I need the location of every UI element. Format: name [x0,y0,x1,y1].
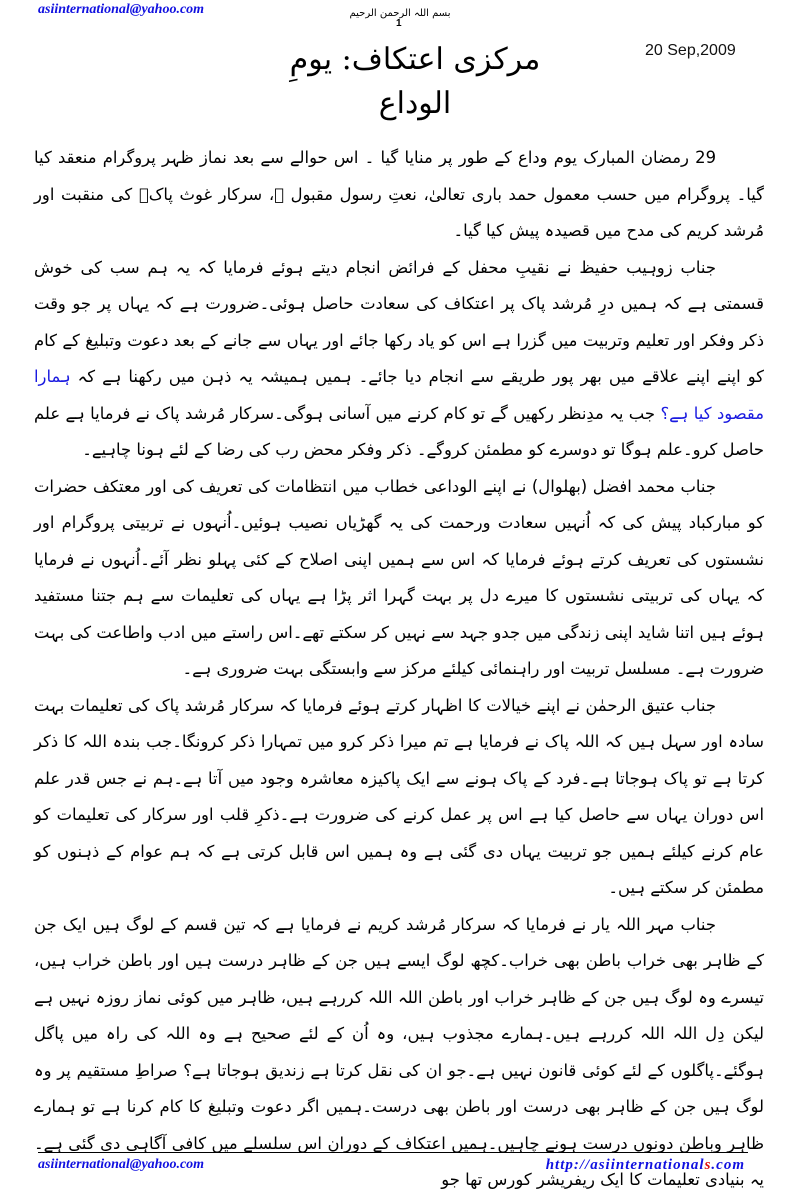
paragraph-3: جناب محمد افضل (بھلوال) نے اپنے الوداعی خطاب میں انتظامات کی تعریف کی اور معتکف حضرات کو مبارکباد پیش کی کہ اُنہیں سعادت ورحمت کی یہ گھڑیاں نصیب ہوئیں۔اُنہوں نے تربیتی پروگرام اور نشستوں کی تعریف کرتے ہوئے فرمایا کہ اس سے ہمیں اپنی اصلاح کے کئی پہلو نظر آئے۔اُنہوں نے فرمایا کہ یہاں کی تربیتی نشستوں کا میرے دل پر بہت گہرا اثر پڑا ہے یہاں کی تعلیمات سے ہم جتنا مستفید ہوئے ہیں اتنا شاید اپنی زندگی میں جدو جہد سے نہیں کر سکتے تھے۔اس راستے میں ادب واطاعت کی بہت ضرورت ہے۔ مسلسل تربیت اور راہنمائی کیلئے مرکز سے وابستگی بہت ضروری ہے۔ [34,476,764,678]
page-number: 1 [396,18,402,29]
paragraph-2-continued: جب یہ مدِنظر رکھیں گے تو کام کرنے میں آسانی ہوگی۔سرکار مُرشد پاک نے فرمایا ہے علم حاصل کرو۔علم ہوگا تو دوسرے کو مطمئن کروگے۔ ذکر وفکر محض رب کی رضا کے لئے ہونا چاہیے۔ [34,403,764,459]
paragraph-2 [34,250,764,469]
paragraph-1: 29 رمضان المبارک یوم وداع کے طور پر منایا گیا ۔ اس حوالے سے بعد نماز ظہر پروگرام منعقد کیا گیا۔ پروگرام میں حسب معمول حمد باری تعالیٰ، نعتِ رسول مقبول ﷺ، سرکار غوث پاکؓ کی منقبت اور مُرشد کریم کی مدح میں قصیدہ پیش کیا گیا۔ [34,148,764,240]
paragraph-2-text: جناب زوہیب حفیظ نے نقیبِ محفل کے فرائض انجام دیتے ہوئے فرمایا کہ یہ ہم سب کی خوش قسمتی ہے کہ ہمیں درِ مُرشد پاک پر اعتکاف کی سعادت حاصل ہوئی۔ضرورت ہے کہ یہاں پر جو وقت ذکر وفکر اور تعلیم وتربیت میں گزرا ہے اس کو یاد رکھا جائے اور یہاں سے جانے کے بعد دعوت وتبلیغ کے کام کو اپنے اپنے علاقے میں بھر پور طریقے سے انجام دیا جائے۔ ہمیں ہمیشہ یہ ذہن میں رکھنا ہے کہ [34,257,764,386]
paragraph-4: جناب عتیق الرحمٰن نے اپنے خیالات کا اظہار کرتے ہوئے فرمایا کہ سرکار مُرشد پاک کی تعلیمات بہت سادہ اور سہل ہیں کہ اللہ پاک نے فرمایا ہے تم میرا ذکر کرو میں تمہارا ذکر کرونگا۔جب بندہ اللہ کا ذکر کرتا ہے تو پاک ہوجاتا ہے۔فرد کے پاک ہونے سے ایک پاکیزہ معاشرہ وجود میں آتا ہے۔ہم نے جس قدر علم اس دوران یہاں سے حاصل کیا ہے اس پر عمل کرنے کی ضرورت ہے۔ذکرِ قلب اور سرکار کی تعلیمات کو عام کرنے کیلئے ہمیں جو تربیت یہاں دی گئی ہے وہ ہمیں اس قابل کرتی ہے کہ ہم عوام کے ذہنوں کو مطمئن کر سکتے ہیں۔ [34,695,764,897]
document-date: 20 Sep,2009 [645,42,736,59]
footer-website-link[interactable] [546,1157,745,1174]
header-email-link[interactable]: asiinternational@yahoo.com [38,2,205,17]
footer-divider [38,1152,748,1153]
footer-url-accent: s [704,1157,712,1173]
bismillah-header: بسم اللہ الرحمن الرحیم [349,8,451,19]
highlight-question: ہمارا مقصود کیا ہے؟ [34,367,764,423]
footer-email-link[interactable]: asiinternational@yahoo.com [38,1157,205,1172]
footer-url-suffix: .com [711,1157,745,1173]
article-body [34,140,764,1199]
page-title: مرکزی اعتکاف: یومِ الوداع [289,42,541,121]
paragraph-5: جناب مہر اللہ یار نے فرمایا کہ سرکار مُرشد کریم نے فرمایا ہے کہ تین قسم کے لوگ ہیں ایک جن کے ظاہر بھی خراب باطن بھی خراب۔کچھ لوگ ایسے ہیں جن کے ظاہر درست ہیں اور باطن خراب ہیں، تیسرے وہ لوگ ہیں جن کے ظاہر خراب اور باطن اللہ اللہ کررہے ہیں، ظاہر میں کوئی نماز روزہ نہیں ہے لیکن دِل اللہ اللہ کررہے ہیں۔ہمارے مجذوب ہیں، وہ اُن کے لئے صحیح ہے وہ اللہ کی راہ میں پاگل ہوگئے۔پاگلوں کے لئے کوئی قانون نہیں ہے۔جو ان کی نقل کرتا ہے زندیق ہوجاتا ہے؟ صراطِ مستقیم پر وہ لوگ ہیں جن کے ظاہر بھی درست اور باطن بھی درست۔ہمیں اگر دعوت وتبلیغ کا کام کرنا ہے تو ہمارے ظاہر وباطن دونوں درست ہونے چاہیں۔ہمیں اعتکاف کے دوران اس سلسلے میں کافی آگاہی دی گئی ہے۔یہ بنیادی تعلیمات کا ایک ریفریشر کورس تھا جو [34,914,764,1189]
footer-url-prefix: http://asiinternational [545,1157,705,1173]
